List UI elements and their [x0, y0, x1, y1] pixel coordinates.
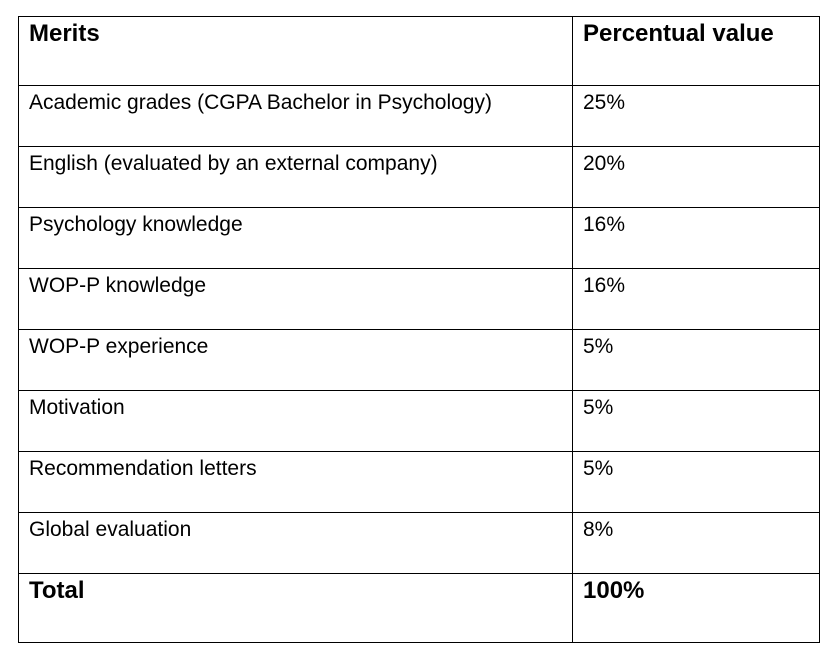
- table-row: [19, 513, 820, 574]
- table-row: [19, 147, 820, 208]
- merit-cell: Academic grades (CGPA Bachelor in Psychology): [19, 86, 573, 147]
- value-cell: 25%: [573, 86, 820, 147]
- value-cell: 5%: [573, 391, 820, 452]
- table-total-row: [19, 574, 820, 643]
- merit-cell: Global evaluation: [19, 513, 573, 574]
- table-row: [19, 269, 820, 330]
- table-row: [19, 330, 820, 391]
- merits-table: [18, 16, 820, 643]
- value-cell: 5%: [573, 452, 820, 513]
- table-row: [19, 391, 820, 452]
- value-cell: 16%: [573, 208, 820, 269]
- table-row: [19, 208, 820, 269]
- merit-cell: WOP-P experience: [19, 330, 573, 391]
- total-label: Total: [19, 574, 573, 643]
- merit-cell: Recommendation letters: [19, 452, 573, 513]
- value-cell: 5%: [573, 330, 820, 391]
- table-row: [19, 452, 820, 513]
- header-percentual-value: Percentual value: [573, 17, 820, 86]
- merit-cell: Psychology knowledge: [19, 208, 573, 269]
- total-value: 100%: [573, 574, 820, 643]
- merit-cell: WOP-P knowledge: [19, 269, 573, 330]
- value-cell: 20%: [573, 147, 820, 208]
- merit-cell: Motivation: [19, 391, 573, 452]
- table-header-row: [19, 17, 820, 86]
- header-merits: Merits: [19, 17, 573, 86]
- value-cell: 16%: [573, 269, 820, 330]
- value-cell: 8%: [573, 513, 820, 574]
- table-row: [19, 86, 820, 147]
- merit-cell: English (evaluated by an external company): [19, 147, 573, 208]
